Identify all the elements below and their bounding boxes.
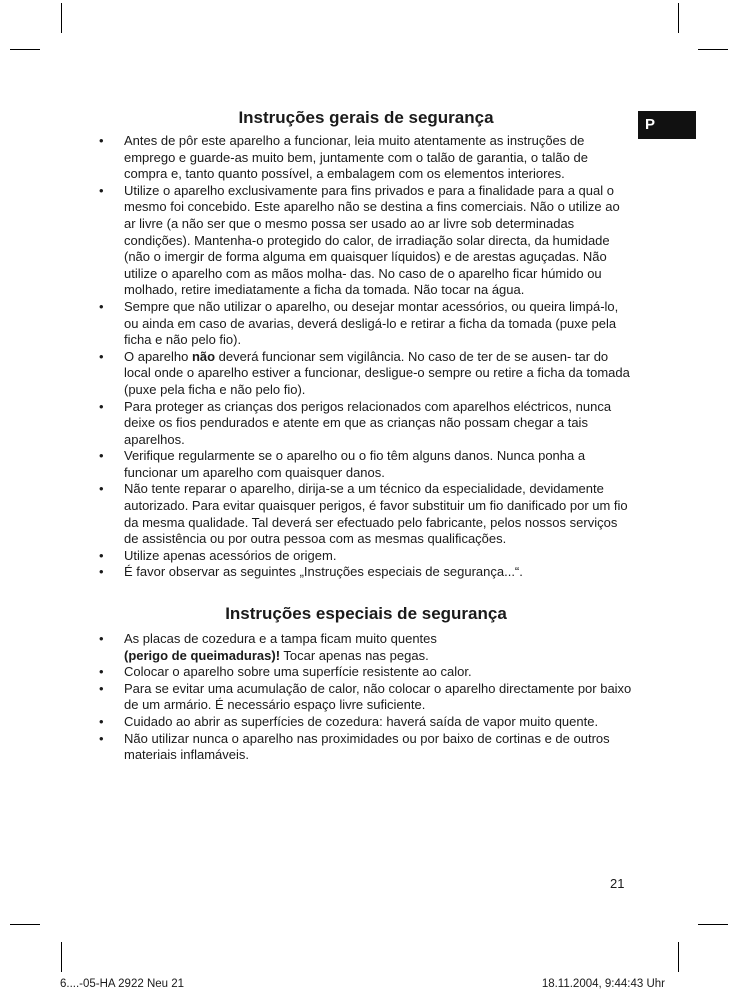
general-safety-list <box>98 133 634 581</box>
list-item: • Colocar o aparelho sobre uma superfície resistente ao calor. <box>98 664 634 681</box>
crop-mark <box>10 49 40 50</box>
list-item-text: O aparelho <box>124 348 192 364</box>
list-item: • Utilize apenas acessórios de origem. <box>98 548 634 565</box>
list-item: • Cuidado ao abrir as superfícies de cozedura: haverá saída de vapor muito quente. <box>98 714 634 731</box>
crop-mark <box>698 924 728 925</box>
crop-mark <box>10 924 40 925</box>
list-item: • Para proteger as crianças dos perigos relacionados com aparelhos eléctricos, nunca deixe os fios pendurados e atente em que as crianças não possam chegar a tais aparelhos. <box>98 399 634 449</box>
list-item <box>98 631 634 664</box>
list-item: • Sempre que não utilizar o aparelho, ou desejar montar acessórios, ou queira limpá-lo, ou ainda em caso de avarias, deverá desligá-lo e retirar a ficha da tomada (puxe pela ficha e não pelo fio). <box>98 299 634 349</box>
footer-timestamp: 18.11.2004, 9:44:43 Uhr <box>541 978 665 990</box>
page-number: 21 <box>610 876 625 891</box>
list-item: • Antes de pôr este aparelho a funcionar, leia muito atentamente as instruções de emprego e guarde-as muito bem, juntamente com o talão de garantia, o talão de compra e, tanto quanto possível, a embalagem com os elementos interiores. <box>98 133 634 183</box>
crop-mark <box>698 49 728 50</box>
crop-mark <box>678 3 679 33</box>
emphasis: não <box>191 348 216 364</box>
language-tab: P <box>638 111 696 139</box>
crop-mark <box>678 942 679 972</box>
footer-job-id: 6....-05-HA 2922 Neu 21 <box>60 978 185 990</box>
list-item: • Verifique regularmente se o aparelho ou o fio têm alguns danos. Nunca ponha a funcionar um aparelho com quaisquer danos. <box>98 448 634 481</box>
special-safety-list <box>98 631 634 764</box>
list-item <box>98 349 634 399</box>
list-item: • Utilize o aparelho exclusivamente para fins privados e para a finalidade para a qual o mesmo foi concebido. Este aparelho não se destina a fins comerciais. Não o utilize ao ar livre (a não ser que o mesmo possa ser usado ao ar livre sob determinadas condições). Mantenha-o protegido do calor, de irradiação solar directa, da humidade (não o imergir de forma alguma em quaisquer líquidos) e de arestas aguçadas. Não utilize o aparelho com as mãos molha- das. No caso de o aparelho ficar húmido ou molhado, retire imediatamente a ficha da tomada. Não tocar na água. <box>98 183 634 299</box>
crop-mark <box>61 942 62 972</box>
section-title-special: Instruções especiais de segurança <box>225 604 507 624</box>
list-item-text: deverá funcionar sem vigilância. No caso de ter de se ausen- tar do local onde o aparelho estiver a funcionar, desligue-o sempre ou retire a ficha da tomada (puxe pela ficha e não pelo fio). <box>124 348 630 397</box>
list-item: • Não tente reparar o aparelho, dirija-se a um técnico da especialidade, devidamente autorizado. Para evitar quaisquer perigos, é favor substituir um fio danificado por um fio da mesma qualidade. Tal deverá ser efectuado pelo fabricante, pelos nossos serviços de assistência ou por outra pessoa com as mesmas qualificações. <box>98 481 634 547</box>
list-item: • Não utilizar nunca o aparelho nas proximidades ou por baixo de cortinas e de outros materiais inflamáveis. <box>98 731 634 764</box>
crop-mark <box>61 3 62 33</box>
list-item: • É favor observar as seguintes „Instruções especiais de segurança...“. <box>98 564 634 581</box>
page-content <box>98 107 634 764</box>
list-item: • Para se evitar uma acumulação de calor, não colocar o aparelho directamente por baixo de um armário. É necessário espaço livre suficiente. <box>98 681 634 714</box>
section-title-general: Instruções gerais de segurança <box>238 108 494 127</box>
list-item-text: As placas de cozedura e a tampa ficam muito quentes <box>124 631 437 647</box>
list-item-text: Tocar apenas nas pegas. <box>280 647 429 663</box>
emphasis: (perigo de queimaduras)! <box>124 647 281 663</box>
